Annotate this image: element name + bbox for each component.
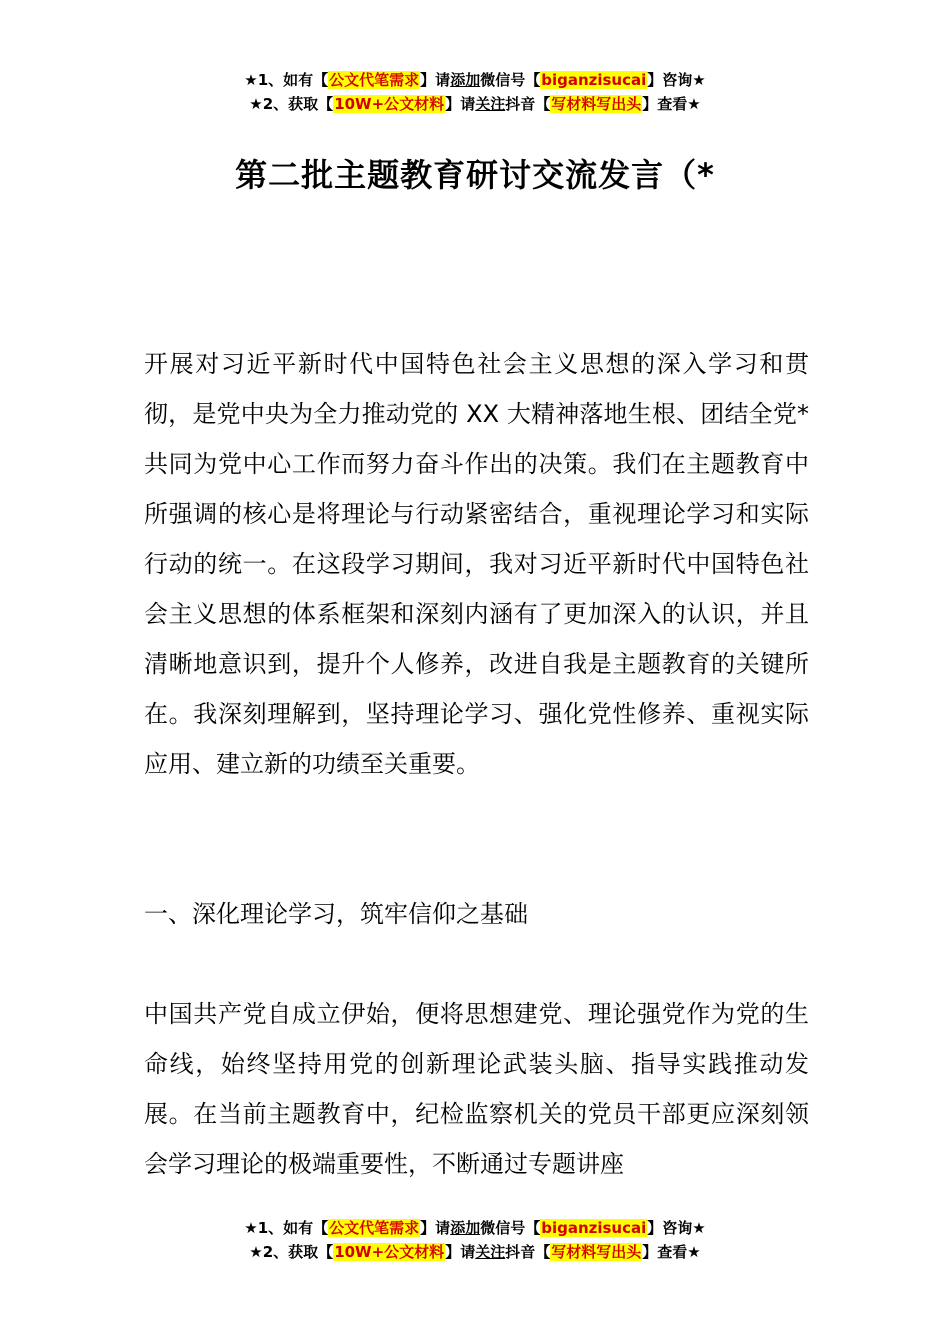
- banner-highlight: 公文代笔需求: [329, 1219, 420, 1237]
- banner-text: 微信号【: [480, 1219, 541, 1237]
- banner-text: ★1、如有【: [244, 1219, 329, 1237]
- banner-line-2: [0, 1240, 950, 1264]
- banner-underline: 添加: [450, 1219, 481, 1237]
- banner-text: 】查看★: [642, 95, 701, 113]
- banner-text: 】查看★: [642, 1243, 701, 1261]
- banner-highlight: 公文代笔需求: [329, 71, 420, 89]
- header-banner: [0, 68, 950, 116]
- banner-wechat-id: biganzisucai: [541, 71, 647, 89]
- banner-line-2: [0, 92, 950, 116]
- banner-text: 抖音【: [505, 1243, 551, 1261]
- banner-underline: 关注: [475, 95, 506, 113]
- banner-text: 】请: [420, 1219, 451, 1237]
- banner-text: 】请: [445, 95, 476, 113]
- document-title: 第二批主题教育研讨交流发言（*: [235, 156, 715, 194]
- banner-text: 】请: [445, 1243, 476, 1261]
- banner-line-1: [0, 1216, 950, 1240]
- banner-text: ★2、获取【: [249, 1243, 334, 1261]
- banner-line-1: [0, 68, 950, 92]
- banner-highlight: 10W+公文材料: [334, 1243, 445, 1261]
- banner-douyin-id: 写材料写出头: [551, 95, 642, 113]
- banner-wechat-id: biganzisucai: [541, 1219, 647, 1237]
- banner-highlight: 10W+公文材料: [334, 95, 445, 113]
- banner-text: 】咨询★: [647, 71, 706, 89]
- banner-underline: 关注: [475, 1243, 506, 1261]
- footer-banner: [0, 1216, 950, 1264]
- section-heading-1: 一、深化理论学习，筑牢信仰之基础: [144, 900, 528, 928]
- banner-text: 微信号【: [480, 71, 541, 89]
- banner-text: 】请: [420, 71, 451, 89]
- section-1-paragraph: 中国共产党自成立伊始，便将思想建党、理论强党作为党的生命线，始终坚持用党的创新理论武装头脑、指导实践推动发展。在当前主题教育中，纪检监察机关的党员干部更应深刻领会学习理论的极端重要性，不断通过专题讲座: [144, 1000, 809, 1178]
- banner-douyin-id: 写材料写出头: [551, 1243, 642, 1261]
- banner-text: ★2、获取【: [249, 95, 334, 113]
- intro-paragraph: 开展对习近平新时代中国特色社会主义思想的深入学习和贯彻，是党中央为全力推动党的 XX 大精神落地生根、团结全党*共同为党中心工作而努力奋斗作出的决策。我们在主题教育中所强调的核心是将理论与行动紧密结合，重视理论学习和实际行动的统一。在这段学习期间，我对习近平新时代中国特色社会主义思想的体系框架和深刻内涵有了更加深入的认识，并且清晰地意识到，提升个人修养，改进自我是主题教育的关键所在。我深刻理解到，坚持理论学习、强化党性修养、重视实际应用、建立新的功绩至关重要。: [144, 350, 809, 778]
- banner-text: ★1、如有【: [244, 71, 329, 89]
- banner-text: 】咨询★: [647, 1219, 706, 1237]
- banner-underline: 添加: [450, 71, 481, 89]
- banner-text: 抖音【: [505, 95, 551, 113]
